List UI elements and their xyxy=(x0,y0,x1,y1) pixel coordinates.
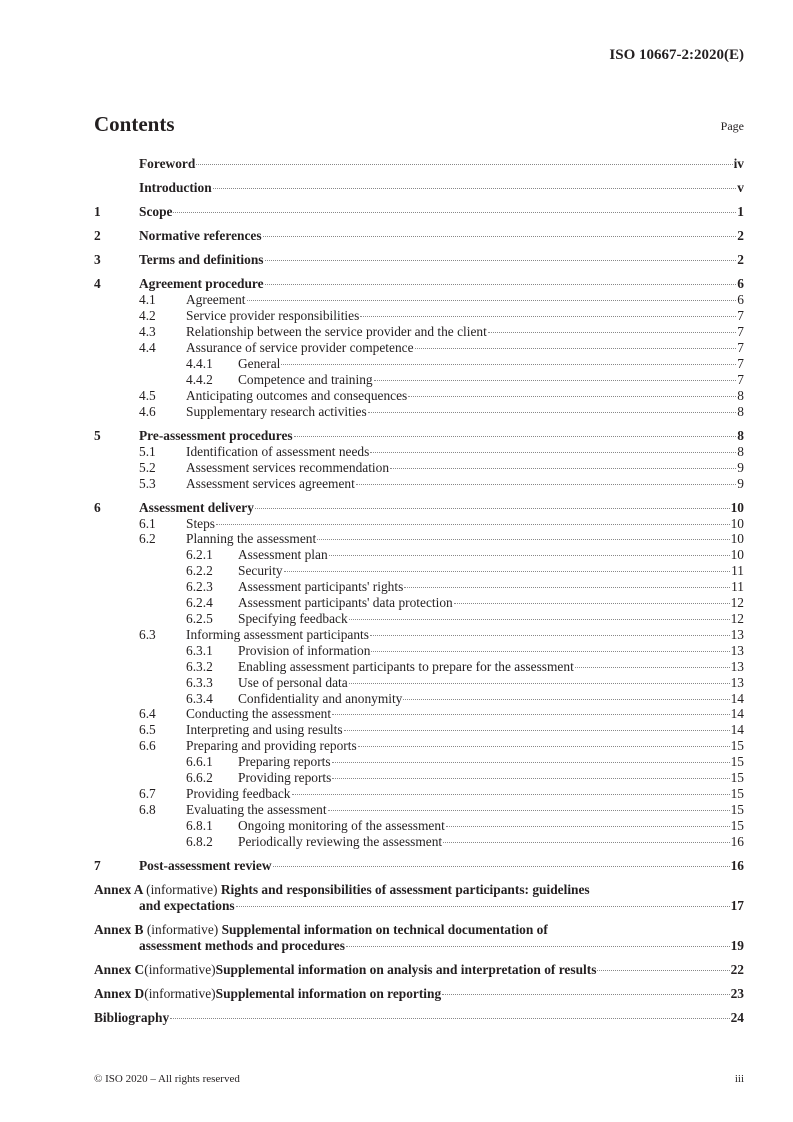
toc-entry[interactable] xyxy=(94,516,744,532)
entry-page: 10 xyxy=(730,531,744,547)
toc-entry[interactable] xyxy=(94,786,744,802)
entry-title: Normative references xyxy=(139,228,262,244)
entry-page: 24 xyxy=(730,1010,744,1026)
page-number: iii xyxy=(734,1073,744,1085)
dot-leader xyxy=(403,699,729,700)
table-of-contents xyxy=(94,156,744,1026)
entry-number: 6.8 xyxy=(139,801,156,817)
entry-title: Introduction xyxy=(139,180,212,196)
entry-number: 3 xyxy=(94,252,101,268)
toc-annex-entry[interactable] xyxy=(94,986,744,1002)
entry-number: 4.3 xyxy=(139,324,156,340)
footer xyxy=(94,1073,744,1085)
toc-entry[interactable] xyxy=(94,156,744,172)
dot-leader xyxy=(415,348,737,349)
entry-page: 15 xyxy=(730,785,744,801)
toc-entry[interactable] xyxy=(94,722,744,738)
entry-title: Terms and definitions xyxy=(139,252,264,268)
dot-leader xyxy=(454,603,730,604)
entry-page: 15 xyxy=(730,801,744,817)
entry-title: Ongoing monitoring of the assessment xyxy=(238,817,445,833)
entry-number: 6.2.4 xyxy=(186,595,213,611)
dot-leader xyxy=(173,212,736,213)
annex-type: (informative) xyxy=(144,985,216,1001)
toc-entry[interactable] xyxy=(94,204,744,220)
dot-leader xyxy=(408,396,736,397)
entry-page: 10 xyxy=(730,499,744,515)
entry-number: 6.3.1 xyxy=(186,642,213,658)
entry-number: 6.3.2 xyxy=(186,658,213,674)
dot-leader xyxy=(273,866,730,867)
dot-leader xyxy=(281,364,736,365)
entry-page: 23 xyxy=(730,985,744,1001)
entry-page: 7 xyxy=(737,371,744,387)
dot-leader xyxy=(446,826,730,827)
entry-title: Anticipating outcomes and consequences xyxy=(186,387,408,403)
entry-title: Evaluating the assessment xyxy=(186,801,327,817)
entry-page: 2 xyxy=(737,252,744,268)
entry-page: 16 xyxy=(730,857,744,873)
entry-title: Bibliography xyxy=(94,1010,170,1026)
entry-page: 15 xyxy=(730,738,744,754)
entry-title: Conducting the assessment xyxy=(186,706,332,722)
annex-label: Annex A xyxy=(94,881,143,897)
entry-page: iv xyxy=(733,156,744,171)
entry-title: Security xyxy=(238,563,283,579)
dot-leader xyxy=(213,188,737,189)
entry-page: 12 xyxy=(730,595,744,611)
entry-number: 6.5 xyxy=(139,722,156,738)
toc-entry[interactable] xyxy=(94,356,744,372)
toc-entry[interactable] xyxy=(94,308,744,324)
entry-title: Foreword xyxy=(139,156,196,171)
dot-leader xyxy=(370,452,736,453)
toc-entry[interactable] xyxy=(94,659,744,675)
entry-title: Competence and training xyxy=(238,371,373,387)
entry-title: Supplementary research activities xyxy=(186,403,367,419)
entry-number: 6.4 xyxy=(139,706,156,722)
annex-title: Supplemental information on analysis and interpretation of results xyxy=(215,961,597,977)
entry-page: 7 xyxy=(737,324,744,340)
dot-leader xyxy=(332,762,730,763)
entry-page: 17 xyxy=(730,897,744,913)
toc-entry[interactable] xyxy=(94,404,744,420)
entry-title: Preparing reports xyxy=(238,754,331,770)
entry-title: Preparing and providing reports xyxy=(186,738,357,754)
dot-leader xyxy=(332,778,729,779)
entry-page: 16 xyxy=(730,833,744,849)
dot-leader xyxy=(329,555,730,556)
entry-page: 14 xyxy=(730,706,744,722)
entry-title: Confidentiality and anonymity xyxy=(238,690,403,706)
dot-leader xyxy=(332,714,730,715)
entry-page: 19 xyxy=(730,937,744,953)
toc-entry[interactable] xyxy=(94,754,744,770)
entry-page: 8 xyxy=(737,427,744,443)
entry-number: 4.4.1 xyxy=(186,356,213,371)
entry-title: Informing assessment participants xyxy=(186,626,369,642)
entry-page: 10 xyxy=(730,515,744,531)
dot-leader xyxy=(597,970,729,971)
entry-title: Identification of assessment needs xyxy=(186,443,370,459)
dot-leader xyxy=(374,380,737,381)
entry-title: Scope xyxy=(139,204,173,220)
annex-type: (informative) xyxy=(146,921,219,937)
page-title: Contents xyxy=(94,112,175,136)
entry-title: Enabling assessment participants to prepare for the assessment xyxy=(238,658,574,674)
toc-entry[interactable] xyxy=(94,292,744,308)
dot-leader xyxy=(346,946,730,947)
entry-page: 13 xyxy=(730,674,744,690)
toc-entry[interactable] xyxy=(94,858,744,874)
entry-number: 6.3 xyxy=(139,626,156,642)
entry-page: 6 xyxy=(737,292,744,308)
entry-number: 4 xyxy=(94,276,101,292)
annex-title: Supplemental information on technical documentation of xyxy=(221,921,548,937)
entry-title: Assessment services recommendation xyxy=(186,459,390,475)
entry-number: 4.4 xyxy=(139,340,156,356)
entry-number: 7 xyxy=(94,857,101,873)
toc-entry[interactable] xyxy=(94,834,744,850)
toc-entry[interactable] xyxy=(94,579,744,595)
toc-entry[interactable] xyxy=(94,500,744,516)
entry-page: 11 xyxy=(731,563,744,579)
entry-page: 8 xyxy=(737,387,744,403)
entry-title: assessment methods and procedures xyxy=(139,937,345,953)
dot-leader xyxy=(349,619,730,620)
entry-number: 6.6.1 xyxy=(186,754,213,770)
dot-leader xyxy=(390,468,736,469)
dot-leader xyxy=(358,746,730,747)
toc-entry[interactable] xyxy=(94,706,744,722)
dot-leader xyxy=(356,484,736,485)
toc-entry[interactable] xyxy=(94,460,744,476)
dot-leader xyxy=(216,524,730,525)
entry-page: 6 xyxy=(737,276,744,292)
entry-page: 14 xyxy=(730,722,744,738)
entry-number: 4.1 xyxy=(139,292,156,308)
toc-entry[interactable] xyxy=(94,252,744,268)
entry-number: 6.2.2 xyxy=(186,563,213,579)
entry-page: 15 xyxy=(730,770,744,786)
toc-entry[interactable] xyxy=(94,444,744,460)
entry-title: Pre-assessment procedures xyxy=(139,427,293,443)
entry-number: 6.2 xyxy=(139,531,156,547)
entry-page: 10 xyxy=(730,547,744,563)
entry-title: Assessment delivery xyxy=(139,499,254,515)
entry-number: 6.2.1 xyxy=(186,547,213,563)
entry-number: 6 xyxy=(94,499,101,515)
dot-leader xyxy=(247,300,737,301)
dot-leader xyxy=(360,316,736,317)
entry-title: Specifying feedback xyxy=(238,610,348,626)
entry-number: 6.2.3 xyxy=(186,579,213,595)
toc-entry[interactable] xyxy=(94,324,744,340)
entry-page: 14 xyxy=(730,690,744,706)
dot-leader xyxy=(317,539,729,540)
annex-label: Annex C xyxy=(94,961,145,977)
dot-leader xyxy=(263,236,737,237)
entry-title: Assessment services agreement xyxy=(186,475,355,491)
dot-leader xyxy=(292,794,730,795)
dot-leader xyxy=(255,508,730,509)
toc-entry[interactable] xyxy=(94,643,744,659)
entry-number: 6.8.2 xyxy=(186,833,213,849)
entry-page: 15 xyxy=(730,817,744,833)
toc-entry[interactable] xyxy=(94,547,744,563)
entry-number: 4.5 xyxy=(139,387,156,403)
entry-page: 15 xyxy=(730,754,744,770)
entry-page: 7 xyxy=(737,356,744,371)
entry-page: 11 xyxy=(731,579,744,595)
dot-leader xyxy=(265,260,737,261)
entry-number: 6.8.1 xyxy=(186,817,213,833)
toc-entry[interactable] xyxy=(94,818,744,834)
entry-title: Assessment participants' rights xyxy=(238,579,404,595)
entry-title: Assurance of service provider competence xyxy=(186,340,414,356)
annex-label: Annex B xyxy=(94,921,144,937)
entry-number: 4.6 xyxy=(139,403,156,419)
toc-annex-entry[interactable] xyxy=(94,922,744,954)
toc-entry[interactable] xyxy=(94,531,744,547)
entry-page: 8 xyxy=(737,443,744,459)
entry-number: 5.2 xyxy=(139,459,156,475)
entry-title: Relationship between the service provider and the client xyxy=(186,324,487,340)
toc-entry[interactable] xyxy=(94,770,744,786)
entry-number: 6.3.3 xyxy=(186,674,213,690)
toc-annex-entry[interactable] xyxy=(94,962,744,978)
dot-leader xyxy=(170,1018,729,1019)
toc-entry[interactable] xyxy=(94,428,744,444)
entry-number: 4.4.2 xyxy=(186,371,213,387)
dot-leader xyxy=(284,571,730,572)
entry-title: Assessment participants' data protection xyxy=(238,595,453,611)
dot-leader xyxy=(488,332,736,333)
entry-title: Planning the assessment xyxy=(186,531,317,547)
document-id: ISO 10667-2:2020(E) xyxy=(609,47,744,63)
entry-number: 6.3.4 xyxy=(186,690,213,706)
annex-title: Rights and responsibilities of assessment participants: guidelines xyxy=(220,881,590,897)
entry-page: 13 xyxy=(730,642,744,658)
entry-title: Provision of information xyxy=(238,642,371,658)
toc-entry[interactable] xyxy=(94,180,744,196)
entry-number: 4.2 xyxy=(139,308,156,324)
dot-leader xyxy=(265,284,737,285)
toc-entry[interactable] xyxy=(94,1010,744,1026)
entry-number: 6.2.5 xyxy=(186,610,213,626)
entry-title: and expectations xyxy=(139,897,235,913)
entry-title: General xyxy=(238,356,281,371)
entry-page: 8 xyxy=(737,403,744,419)
entry-page: v xyxy=(737,180,744,196)
dot-leader xyxy=(370,635,730,636)
toc-entry[interactable] xyxy=(94,611,744,627)
annex-type: (informative) xyxy=(146,881,218,897)
toc-entry[interactable] xyxy=(94,738,744,754)
annex-type: (informative) xyxy=(144,961,216,977)
entry-number: 5.1 xyxy=(139,443,156,459)
entry-page: 7 xyxy=(737,340,744,356)
dot-leader xyxy=(404,587,730,588)
entry-title: Interpreting and using results xyxy=(186,722,343,738)
toc-entry[interactable] xyxy=(94,898,744,914)
entry-page: 7 xyxy=(737,308,744,324)
dot-leader xyxy=(196,164,732,165)
dot-leader xyxy=(236,906,730,907)
entry-title: Providing feedback xyxy=(186,785,291,801)
entry-number: 6.1 xyxy=(139,515,156,531)
entry-number: 5 xyxy=(94,427,101,443)
entry-title: Use of personal data xyxy=(238,674,348,690)
entry-number: 6.7 xyxy=(139,785,156,801)
entry-title: Agreement xyxy=(186,292,246,308)
entry-title: Providing reports xyxy=(238,770,332,786)
dot-leader xyxy=(443,842,729,843)
entry-number: 6.6.2 xyxy=(186,770,213,786)
annex-title: Supplemental information on reporting xyxy=(215,985,442,1001)
toc-entry[interactable] xyxy=(94,595,744,611)
entry-title: Post-assessment review xyxy=(139,857,272,873)
entry-title: Periodically reviewing the assessment xyxy=(238,833,443,849)
toc-entry[interactable] xyxy=(94,938,744,954)
entry-page: 9 xyxy=(737,459,744,475)
toc-entry[interactable] xyxy=(94,388,744,404)
dot-leader xyxy=(371,651,729,652)
entry-page: 2 xyxy=(737,228,744,244)
toc-entry[interactable] xyxy=(94,691,744,707)
toc-entry[interactable] xyxy=(94,627,744,643)
entry-number: 1 xyxy=(94,204,101,220)
toc-entry[interactable] xyxy=(94,372,744,388)
entry-page: 13 xyxy=(730,626,744,642)
copyright: © ISO 2020 – All rights reserved xyxy=(94,1073,240,1085)
dot-leader xyxy=(294,436,737,437)
entry-page: 13 xyxy=(730,658,744,674)
toc-entry[interactable] xyxy=(94,675,744,691)
entry-title: Steps xyxy=(186,515,216,531)
dot-leader xyxy=(328,810,730,811)
entry-number: 2 xyxy=(94,228,101,244)
entry-number: 5.3 xyxy=(139,475,156,491)
toc-entry[interactable] xyxy=(94,276,744,292)
toc-entry[interactable] xyxy=(94,563,744,579)
dot-leader xyxy=(368,412,737,413)
toc-entry[interactable] xyxy=(94,228,744,244)
toc-entry[interactable] xyxy=(94,340,744,356)
entry-page: 12 xyxy=(730,610,744,626)
entry-page: 9 xyxy=(737,475,744,491)
toc-annex-entry[interactable] xyxy=(94,882,744,914)
dot-leader xyxy=(344,730,730,731)
dot-leader xyxy=(349,683,730,684)
page-column-label: Page xyxy=(720,119,744,133)
dot-leader xyxy=(575,667,730,668)
entry-page: 22 xyxy=(730,961,744,977)
dot-leader xyxy=(442,994,729,995)
toc-entry[interactable] xyxy=(94,476,744,492)
entry-page: 1 xyxy=(737,204,744,220)
annex-label: Annex D xyxy=(94,985,145,1001)
entry-title: Service provider responsibilities xyxy=(186,308,360,324)
entry-title: Assessment plan xyxy=(238,547,328,563)
entry-number: 6.6 xyxy=(139,738,156,754)
entry-title: Agreement procedure xyxy=(139,276,264,292)
toc-entry[interactable] xyxy=(94,802,744,818)
